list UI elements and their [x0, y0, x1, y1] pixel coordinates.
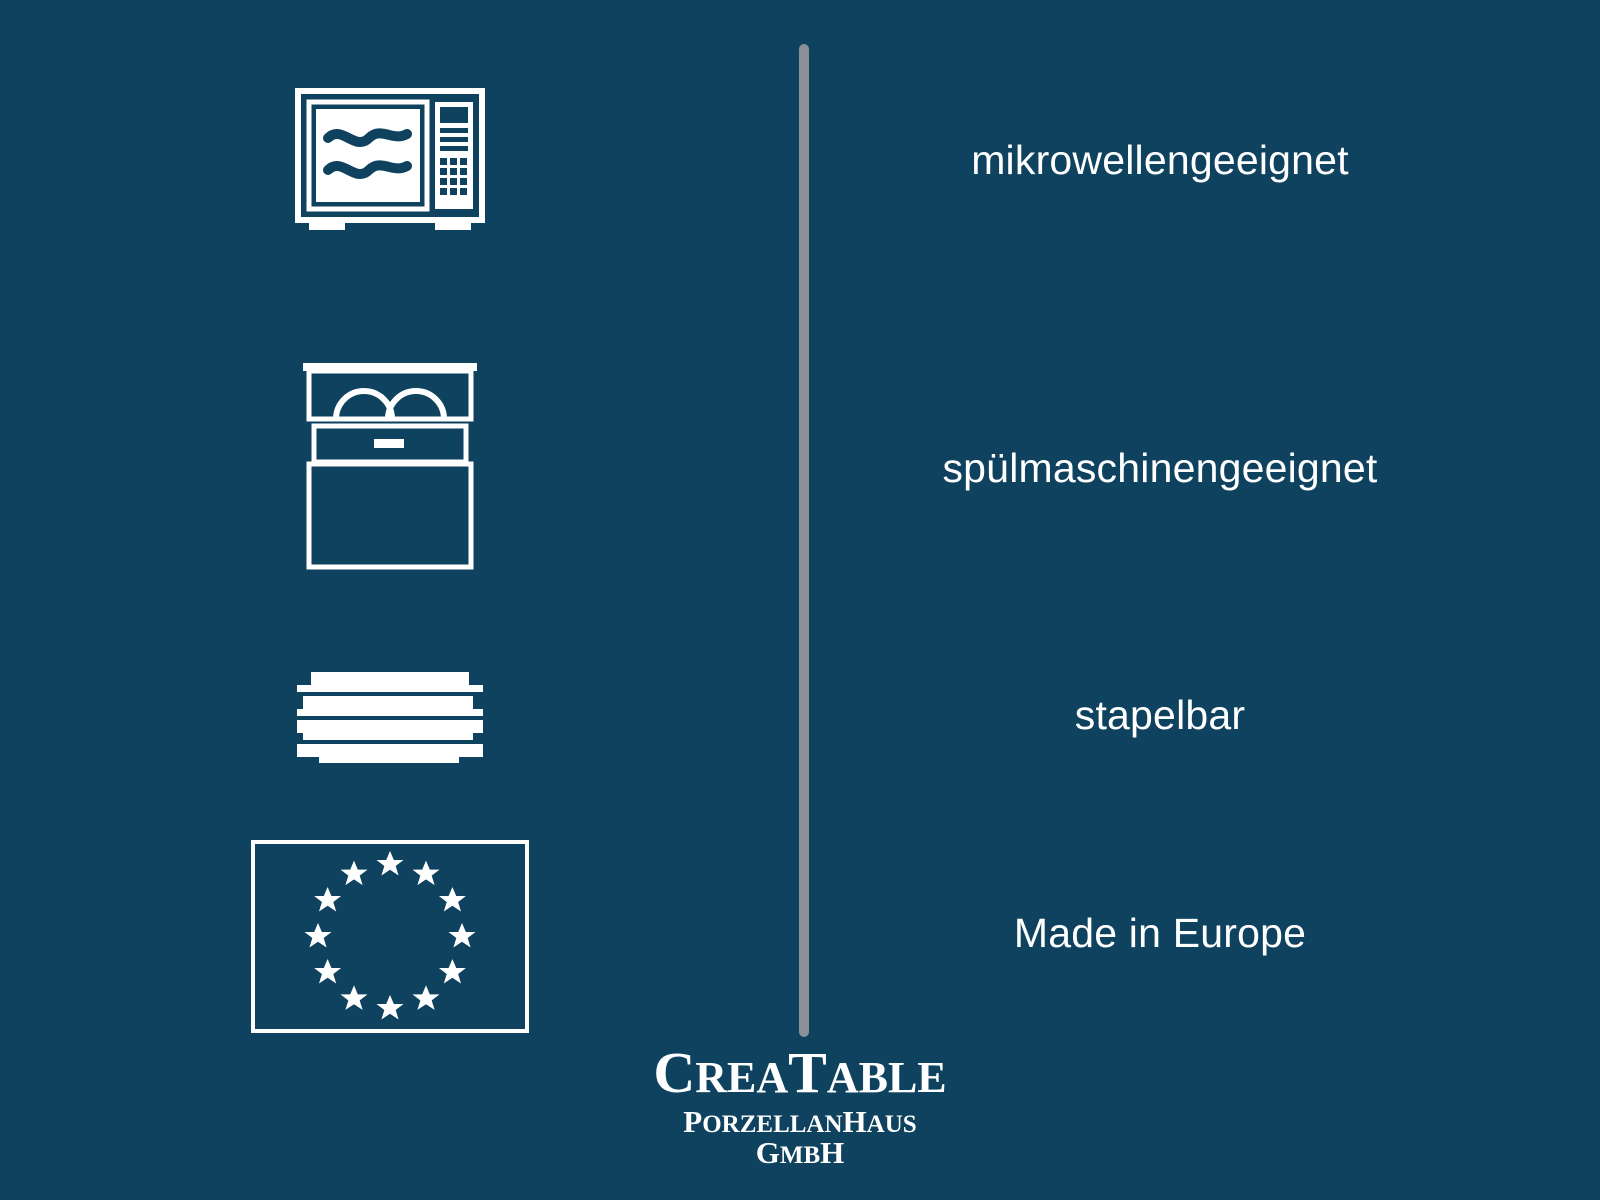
logo-sub-aus: AUS — [866, 1111, 917, 1138]
stackable-plates-icon — [297, 668, 483, 763]
microwave-icon — [295, 88, 485, 243]
logo-t: T — [788, 1040, 827, 1105]
brand-logo-subtitle — [640, 1106, 960, 1168]
brand-logo-name — [640, 1040, 960, 1105]
brand-logo — [640, 1040, 960, 1170]
feature-row-dishwasher — [0, 360, 1600, 580]
logo-sub-p: P — [683, 1104, 703, 1139]
logo-sub-orzellan: ORZELLAN — [702, 1111, 843, 1138]
logo-able: ABLE — [826, 1053, 947, 1102]
feature-label-stackable: stapelbar — [1074, 692, 1246, 738]
microwave-icon-cell — [230, 88, 550, 243]
stackable-icon-cell — [230, 668, 550, 763]
logo-sub-mb: MB — [779, 1142, 821, 1169]
eu-flag-icon-cell — [230, 840, 550, 1033]
feature-label-dishwasher: spülmaschinengeeignet — [942, 445, 1378, 491]
logo-sub-h2: H — [820, 1135, 845, 1170]
feature-row-stackable — [0, 660, 1600, 780]
dishwasher-icon — [300, 360, 480, 572]
feature-label-made-in-europe: Made in Europe — [1013, 910, 1307, 956]
dishwasher-icon-cell — [230, 360, 550, 572]
feature-label-microwave: mikrowellengeeignet — [971, 137, 1349, 183]
feature-row-made-in-europe — [0, 840, 1600, 1040]
logo-sub-g: G — [755, 1135, 780, 1170]
logo-sub-h: H — [842, 1104, 867, 1139]
eu-flag-icon — [251, 840, 529, 1033]
logo-c: C — [653, 1040, 696, 1105]
feature-row-microwave — [0, 80, 1600, 260]
logo-rea: REA — [695, 1053, 789, 1102]
